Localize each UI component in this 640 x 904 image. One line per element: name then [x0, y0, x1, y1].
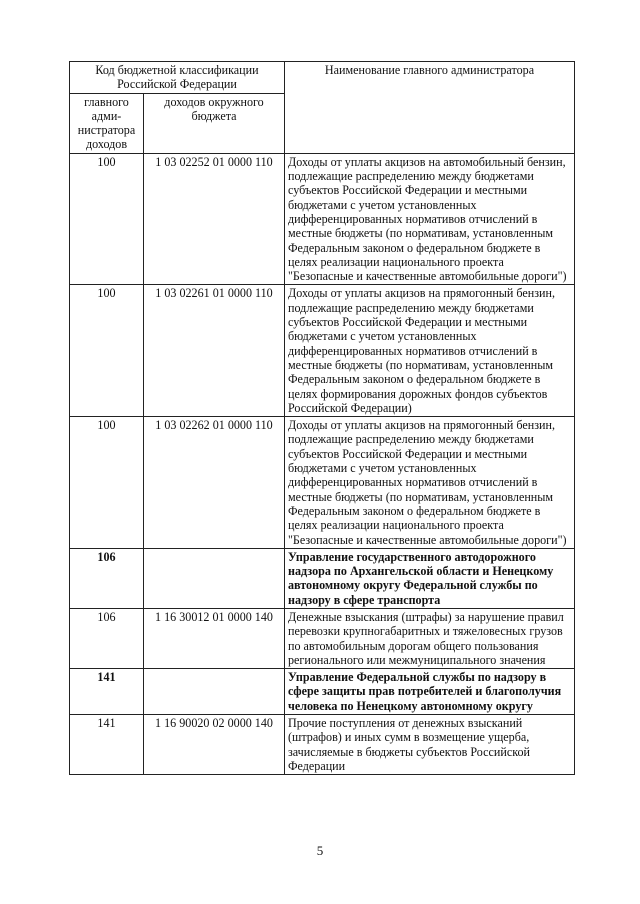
table-row [70, 715, 575, 775]
header-group-title: Код бюджетной классификации Российской Федерации [70, 62, 285, 94]
table-row-administrator [70, 548, 575, 608]
income-code-cell [144, 548, 285, 608]
admin-code-cell: 100 [70, 417, 144, 549]
admin-name-cell: Прочие поступления от денежных взысканий (штрафов) и иных сумм в возмещение ущерба, зачисляемые в бюджеты субъектов Российской Федерации [285, 715, 575, 775]
header-income-code: доходов окружного бюджета [144, 93, 285, 153]
table-row [70, 417, 575, 549]
admin-name-cell: Доходы от уплаты акцизов на прямогонный бензин, подлежащие распределению между бюджетами субъектов Российской Федерации и местными бюджетами с учетом установленных дифференцированных нормативов отчислений в местные бюджеты (по нормативам, установленным Федеральным законом о федеральном бюджете в целях формирования дорожных фондов субъектов Российской Федерации) [285, 285, 575, 417]
table-row [70, 153, 575, 285]
header-admin-code: главного адми-нистратора доходов [70, 93, 144, 153]
admin-code-cell: 141 [70, 669, 144, 715]
table-row [70, 608, 575, 668]
admin-code-cell: 106 [70, 608, 144, 668]
admin-code-cell: 100 [70, 153, 144, 285]
table-row [70, 285, 575, 417]
income-code-cell: 1 03 02262 01 0000 110 [144, 417, 285, 549]
admin-name-cell: Доходы от уплаты акцизов на автомобильный бензин, подлежащие распределению между бюджетами субъектов Российской Федерации и местными бюджетами с учетом установленных дифференцированных нормативов отчислений в местные бюджеты (по нормативам, установленным Федеральным законом о федеральном бюджете в целях реализации национального проекта "Безопасные и качественные автомобильные дороги") [285, 153, 575, 285]
income-code-cell: 1 16 30012 01 0000 140 [144, 608, 285, 668]
admin-code-cell: 100 [70, 285, 144, 417]
admin-name-cell: Управление Федеральной службы по надзору в сфере защиты прав потребителей и благополучия человека по Ненецкому автономному округу [285, 669, 575, 715]
admin-name-cell: Управление государственного автодорожного надзора по Архангельской области и Ненецкому автономному округу Федеральной службы по надзору в сфере транспорта [285, 548, 575, 608]
admin-name-cell: Доходы от уплаты акцизов на прямогонный бензин, подлежащие распределению между бюджетами субъектов Российской Федерации и местными бюджетами с учетом установленных дифференцированных нормативов отчислений в местные бюджеты (по нормативам, установленным Федеральным законом о федеральном бюджете в целях реализации национального проекта "Безопасные и качественные автомобильные дороги") [285, 417, 575, 549]
income-code-cell: 1 03 02261 01 0000 110 [144, 285, 285, 417]
admin-code-cell: 141 [70, 715, 144, 775]
income-code-cell: 1 03 02252 01 0000 110 [144, 153, 285, 285]
income-code-cell: 1 16 90020 02 0000 140 [144, 715, 285, 775]
income-code-cell [144, 669, 285, 715]
admin-code-cell: 106 [70, 548, 144, 608]
header-admin-name: Наименование главного администратора [285, 62, 575, 154]
budget-classification-table [69, 61, 575, 775]
page-number: 5 [316, 843, 324, 858]
table-row-administrator [70, 669, 575, 715]
admin-name-cell: Денежные взыскания (штрафы) за нарушение правил перевозки крупногабаритных и тяжеловесных грузов по автомобильным дорогам общего пользования регионального или межмуниципального значения [285, 608, 575, 668]
header-row-1 [70, 62, 575, 94]
